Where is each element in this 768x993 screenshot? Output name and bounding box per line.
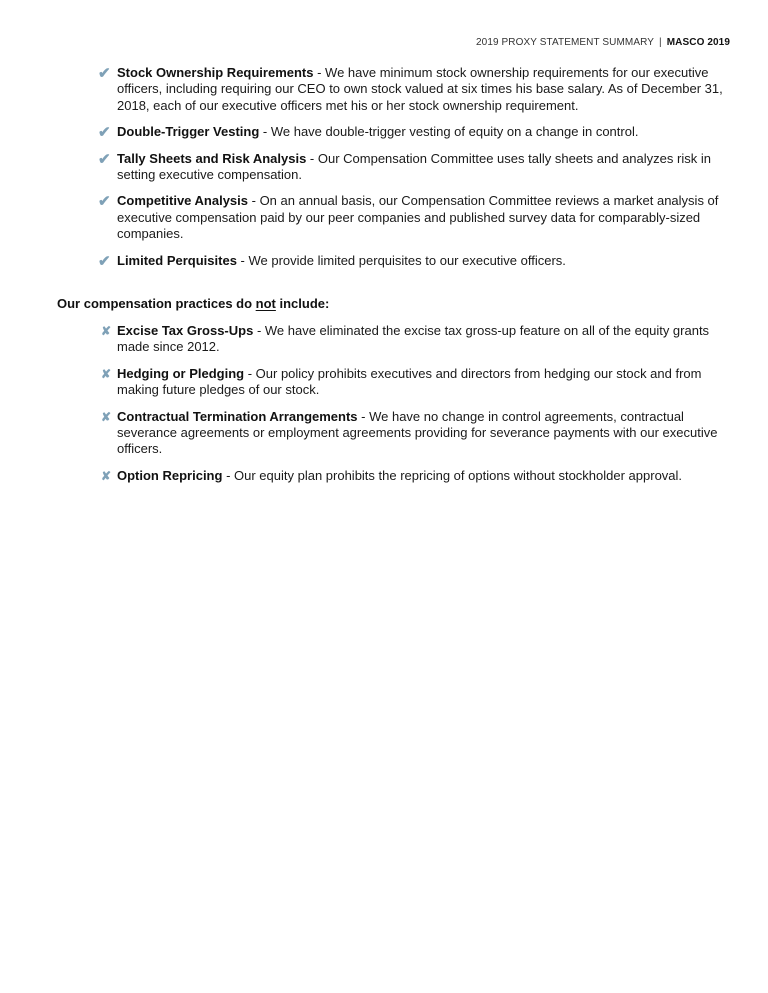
check-icon: ✔ (98, 150, 111, 168)
practice-do-item (98, 151, 728, 184)
header-brand: MASCO 2019 (666, 37, 730, 48)
check-icon: ✔ (98, 124, 111, 142)
practice-description: - We provide limited perquisites to our executive officers. (236, 252, 566, 268)
practice-description: - We have eliminated the excise tax gross-up feature on all of the equity grants made since 2012. (117, 323, 710, 355)
practice-term: Competitive Analysis (117, 193, 249, 209)
check-icon: ✔ (98, 252, 111, 270)
practice-description: - We have minimum stock ownership requirements for our executive officers, including requiring our CEO to own stock valued at six times his base salary. As of December 31, 2018, each of our executive officers met his or her stock ownership requirement. (117, 65, 723, 113)
practice-term: Hedging or Pledging (117, 365, 245, 381)
practice-dont-item (98, 409, 728, 458)
practice-description: - Our Compensation Committee uses tally sheets and analyzes risk in setting executive compensation. (117, 150, 711, 183)
practice-dont-item (98, 468, 728, 484)
practice-description: - Our policy prohibits executives and directors from hedging our stock and from making future pledges of our stock. (117, 365, 702, 398)
practices-dont-list (98, 323, 728, 494)
header-separator: | (659, 37, 662, 48)
practices-do-list (98, 65, 728, 279)
practice-term: Tally Sheets and Risk Analysis (117, 150, 307, 166)
cross-icon: ✘ (101, 409, 112, 424)
practice-do-item (98, 124, 728, 140)
practice-description: - We have no change in control agreements, contractual severance agreements or employment agreements providing for severance payments with our executive officers. (117, 408, 718, 457)
heading-emphasis: not (255, 296, 276, 311)
practice-term: Stock Ownership Requirements (117, 65, 314, 80)
practice-do-item (98, 193, 728, 242)
cross-icon: ✘ (101, 366, 112, 381)
practice-dont-item (98, 366, 728, 399)
practice-description: - We have double-trigger vesting of equity on a change in control. (259, 124, 639, 140)
header-section-title: 2019 PROXY STATEMENT SUMMARY (476, 37, 655, 48)
practice-do-item (98, 253, 728, 269)
page-header (476, 37, 730, 48)
check-icon: ✔ (98, 193, 111, 211)
cross-icon: ✘ (101, 468, 112, 483)
practices-dont-heading (57, 296, 329, 311)
heading-after: include: (275, 296, 330, 311)
practice-term: Double-Trigger Vesting (117, 124, 260, 140)
cross-icon: ✘ (101, 324, 112, 338)
heading-before: Our compensation practices do (57, 296, 256, 311)
practice-term: Limited Perquisites (117, 252, 237, 268)
practice-dont-item (98, 323, 728, 356)
practice-term: Option Repricing (117, 467, 223, 483)
practice-do-item (98, 65, 728, 114)
practice-description: - On an annual basis, our Compensation Committee reviews a market analysis of executive compensation paid by our peer companies and published survey data for comparably-sized companies. (117, 193, 719, 242)
practice-term: Excise Tax Gross-Ups (117, 323, 254, 338)
practice-description: - Our equity plan prohibits the repricing of options without stockholder approval. (222, 467, 683, 483)
check-icon: ✔ (98, 65, 111, 82)
practice-term: Contractual Termination Arrangements (117, 408, 358, 424)
